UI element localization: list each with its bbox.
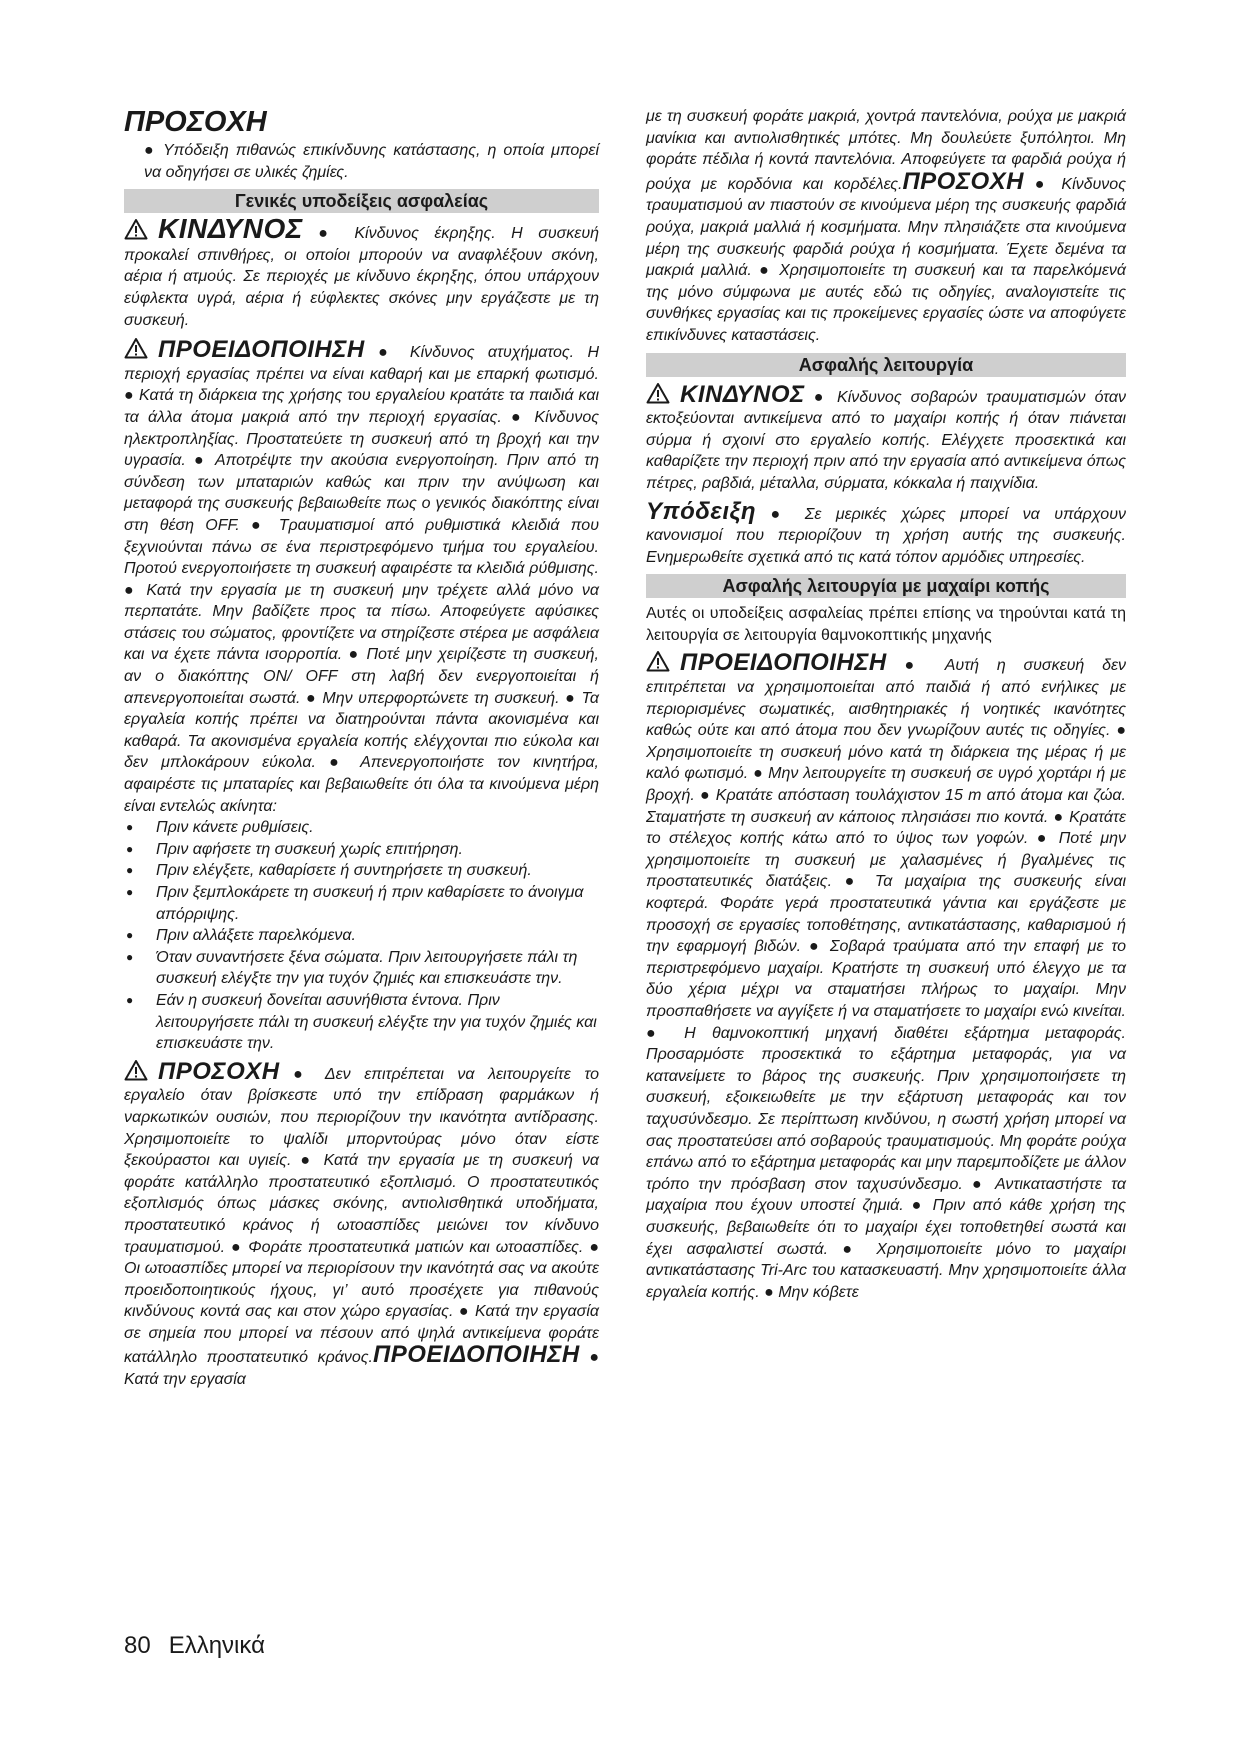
note-paragraph	[646, 497, 1126, 569]
shutdown-conditions-list	[124, 817, 599, 1055]
danger-text: ● Κίνδυνος σοβαρών τραυματισμών όταν εκτοξεύονται αντικείμενα από το μαχαίρι κοπής ή όταν πιάνεται σύρμα ή σχοινί στο εργαλείο κοπής. Ελέγχετε προσεκτικά και καθαρίζετε την περιοχή πριν από την εργασία από αντικείμενα όπως πέτρες, ραβδιά, μέταλλα, σύρματα, κόκκαλα ή παιχνίδια.	[646, 388, 1126, 492]
warning-text: ● Αυτή η συσκευή δεν επιτρέπεται να χρησιμοποιείται από παιδιά ή από ενήλικες με περιορισμένες σωματικές, αισθητηριακές ή νοητικές ικανότητες καθώς ούτε και από άτομα που δεν γνωρίζουν αυτές τις οδηγίες. ● Χρησιμοποιείτε τη συσκευή μόνο κατά τη διάρκεια της μέρας ή με καλό φωτισμό. ● Μην λειτουργείτε τη συσκευή σε υγρό χορτάρι ή με βροχή. ● Κρατάτε απόσταση τουλάχιστον 15 m από άτομα και ζώα. Σταματήστε τη συσκευή αν κάποιος πλησιάσει πιο κοντά. ● Κρατάτε το στέλεχος κοπής κάτω από το ύψος των γοφών. ● Ποτέ μην χρησιμοποιείτε τη συσκευή με χαλασμένες ή βγαλμένες τις προστατευτικές διατάξεις. ● Τα μαχαίρια της συσκευής είναι κοφτερά. Φοράτε γερά προστατευτικά γάντια και εργάζεστε με προσοχή σε εργασίες τοποθέτησης, αντικατάστασης, καθαρισμού ή την εφαρμογή βιδών. ● Σοβαρά τραύματα από την επαφή με το περιστρεφόμενο μαχαίρι. Κρατήστε τη συσκευή υπό έλεγχο με τα δύο χέρια μέχρι να σταματήσει πλήρως το μαχαίρι. Μην προσπαθήσετε να αγγίξετε ή να σταματήσετε το μαχαίρι ενώ κινείται. ● Η θαμνοκοπτική μηχανή διαθέτει εξάρτημα μεταφοράς. Προσαρμόστε προσεκτικά το εξάρτημα μεταφοράς, για να κατανείμετε το βάρος της συσκευής. Πριν χρησιμοποιήσετε τη συσκευή, εξοικειωθείτε με την εξάρτυση μεταφοράς και τον ταχυσύνδεσμο. Σε περίπτωση κινδύνου, η σωστή χρήση μπορεί να σας προστατεύσει από σοβαρούς τραυματισμούς. Μη φοράτε ρούχα επάνω από το εξάρτημα μεταφοράς και μην παρεμποδίζετε με άλλον τρόπο την πρόσβαση στον ταχυσύνδεσμο. ● Αντικαταστήστε τα μαχαίρια που έχουν υποστεί ζημιά. ● Πριν από κάθε χρήση της συσκευής, βεβαιωθείτε ότι το μαχαίρι έχει τοποθετηθεί σωστά και έχει ασφαλιστεί σωστά. ● Χρησιμοποιείτε μόνο το μαχαίρι αντικατάστασης Tri-Arc του κατασκευαστή. Μην χρησιμοποιείτε άλλα εργαλεία κοπής. ● Μην κόβετε	[646, 657, 1126, 1301]
list-item: ● Πριν αλλάξετε παρελκόμενα.	[124, 925, 599, 947]
warning-signal-word: ΠΡΟΕΙΔΟΠΟΙΗΣΗ	[680, 649, 887, 677]
intro-text: με τη συσκευή φοράτε μακριά, χοντρά παντελόνια, ρούχα με μακριά μανίκια και αντιολισθητικές μπότες. Μη δουλεύετε ξυπόλητοι. Μη φοράτε πέδιλα ή κοντά παντελόνια. Αποφεύγετε τα φαρδιά ρούχα ή ρούχα με κορδόνια και κορδέλες.	[646, 108, 1126, 193]
attention-text: ● Υπόδειξη πιθανώς επικίνδυνης κατάστασης, η οποία μπορεί να οδηγήσει σε υλικές ζημίες.	[144, 142, 599, 181]
right-column	[646, 106, 1126, 1303]
left-column	[124, 106, 599, 1391]
warning-triangle-icon	[646, 382, 670, 404]
warning-triangle-icon	[124, 218, 148, 240]
section-heading-safe-operation: Ασφαλής λειτουργία	[646, 353, 1126, 377]
note-text: ● Σε μερικές χώρες μπορεί να υπάρχουν κανονισμοί που περιορίζουν τη χρήση αυτής της συσκευής. Ενημερωθείτε σχετικά από τις κατά τόπον αρμόδιες υπηρεσίες.	[646, 505, 1126, 566]
warning-paragraph	[646, 650, 1126, 1303]
warning-triangle-icon	[124, 1059, 148, 1081]
danger-signal-word: ΚΙΝΔΥΝΟΣ	[158, 213, 303, 245]
list-item: ● Εάν η συσκευή δονείται ασυνήθιστα έντονα. Πριν λειτουργήσετε πάλι τη συσκευή ελέγξτε την για τυχόν ζημιές και επισκευάστε την.	[124, 990, 599, 1055]
warning-triangle-icon	[124, 337, 148, 359]
list-item: ● Πριν ελέγξετε, καθαρίσετε ή συντηρήσετε τη συσκευή.	[124, 860, 599, 882]
warning2-signal-word: ΠΡΟΕΙΔΟΠΟΙΗΣΗ	[372, 1341, 580, 1369]
page-language: Ελληνικά	[168, 1632, 265, 1659]
danger-signal-word: ΚΙΝΔΥΝΟΣ	[680, 380, 805, 408]
list-item: ● Όταν συναντήσετε ξένα σώματα. Πριν λειτουργήσετε πάλι τη συσκευή ελέγξτε την για τυχόν ζημιές και επισκευάστε την.	[124, 947, 599, 990]
warning-text: ● Κίνδυνος ατυχήματος. Η περιοχή εργασίας πρέπει να είναι καθαρή και με επαρκή φωτισμό. ● Κατά τη διάρκεια της χρήσης του εργαλείου κρατάτε τα παιδιά και τα άλλα άτομα μακριά από την περιοχή εργασίας. ● Κίνδυνος ηλεκτροπληξίας. Προστατεύετε τη συσκευή από τη βροχή και την υγρασία. ● Αποτρέψτε την ακούσια ενεργοποίηση. Πριν από τη σύνδεση των μπαταριών καθώς και πριν την ανύψωση και μεταφορά της συσκευής βεβαιωθείτε πως ο γενικός διακόπτης είναι στη θέση OFF. ● Τραυματισμοί από ρυθμιστικά κλειδιά που ξεχνιούνται πάνω σε ένα περιστρεφόμενο τμήμα του εργαλείου. Προτού ενεργοποιήσετε τη συσκευή αφαιρέστε τα κλειδιά ρύθμισης. ● Κατά την εργασία με τη συσκευή μην τρέχετε αλλά μόνο να περπατάτε. Μην βαδίζετε προς τα πίσω. Αποφεύγετε αφύσικες στάσεις του σώματος, φροντίζετε να στηρίζεστε στέρεα με ασφάλεια και να έχετε πάντα ισορροπία. ● Ποτέ μην χειρίζεστε τη συσκευή, αν ο διακόπτης ON/ OFF στη λαβή δεν ενεργοποιείται ή απενεργοποιείται σωστά. ● Μην υπερφορτώνετε τη συσκευή. ● Τα εργαλεία κοπής πρέπει να διατηρούνται πάντα ακονισμένα και καθαρά. Τα ακονισμένα εργαλεία κοπής ελέγχονται πιο εύκολα και δεν μπλοκάρουν εύκολα. ● Απενεργοποιήστε τον κινητήρα, αφαιρέστε τις μπαταρίες και βεβαιωθείτε ότι όλα τα κινούμενα μέρη είναι εντελώς ακίνητα:	[124, 344, 599, 815]
list-item: ● Πριν ξεμπλοκάρετε τη συσκευή ή πριν καθαρίσετε το άνοιγμα απόρριψης.	[124, 882, 599, 925]
warning-triangle-icon	[646, 650, 670, 672]
knife-intro: Αυτές οι υποδείξεις ασφαλείας πρέπει επίσης να τηρούνται κατά τη λειτουργία σε λειτουργία θαμνοκοπτικής μηχανής	[646, 605, 1126, 644]
page-number: 80	[124, 1632, 151, 1659]
caution-signal-word: ΠΡΟΣΟΧΗ	[158, 1057, 280, 1085]
note-signal-word: Υπόδειξη	[646, 497, 757, 525]
warning2-text: ● Κατά την εργασία	[124, 1349, 599, 1389]
danger-paragraph	[646, 382, 1126, 495]
caution-text: ● Κίνδυνος τραυματισμού αν πιαστούν σε κινούμενα μέρη της συσκευής φαρδιά ρούχα, μακριά μαλλιά ή κοσμήματα. Μην πλησιάζετε στα κινούμενα μέρη της συσκευής φαρδιά ρούχα ή κοσμήματα. Έχετε δεμένα τα μακριά μαλλιά. ● Χρησιμοποιείτε τη συσκευή και τα παρελκόμενά της μόνο σύμφωνα με αυτές εδώ τις οδηγίες, αναλογιστείτε τις συνθήκες εργασίας και τις προκείμενες εργασίες ώστε να αποφύγετε επικίνδυνες καταστάσεις.	[646, 175, 1126, 344]
attention-heading: ΠΡΟΣΟΧΗ	[124, 106, 267, 138]
warning-signal-word: ΠΡΟΕΙΔΟΠΟΙΗΣΗ	[158, 336, 365, 364]
section-heading-knife-operation: Ασφαλής λειτουργία με μαχαίρι κοπής	[646, 574, 1126, 598]
list-item: ● Πριν αφήσετε τη συσκευή χωρίς επιτήρηση.	[124, 839, 599, 861]
section-heading-general: Γενικές υποδείξεις ασφαλείας	[124, 189, 599, 213]
clothing-paragraph	[646, 106, 1126, 347]
danger-paragraph	[124, 213, 599, 331]
caution-signal-word: ΠΡΟΣΟΧΗ	[902, 167, 1025, 195]
warning-paragraph	[124, 337, 599, 817]
danger-text: ● Κίνδυνος έκρηξης. Η συσκευή προκαλεί σπινθήρες, οι οποίοι μπορούν να αναφλέξουν σκόνη, αέρια ή ατμούς. Σε περιοχές με κίνδυνο έκρηξης, όπου υπάρχουν εύφλεκτα υγρά, αέρια ή εύφλεκτες σκόνες μην εργάζεστε με τη συσκευή.	[124, 225, 599, 329]
page-footer	[124, 1631, 265, 1661]
list-item: ● Πριν κάνετε ρυθμίσεις.	[124, 817, 599, 839]
caution-paragraph	[124, 1059, 599, 1391]
caution-text: ● Δεν επιτρέπεται να λειτουργείτε το εργαλείο όταν βρίσκεστε υπό την επίδραση φαρμάκων ή ναρκωτικών ουσιών, που περιορίζουν την ικανότητα αντίδρασης. Χρησιμοποιείτε το ψαλίδι μπορντούρας μόνο όταν είστε ξεκούραστοι και υγιείς. ● Κατά την εργασία με τη συσκευή να φοράτε κατάλληλο προστατευτικό εξοπλισμό. Ο προστατευτικός εξοπλισμός όπως μάσκες σκόνης, αντιολισθητικά υποδήματα, προστατευτικό κράνος ή ωτοασπίδες μειώνει τον κίνδυνο τραυματισμού. ● Φοράτε προστατευτικά ματιών και ωτοασπίδες. ● Οι ωτοασπίδες μπορεί να περιορίσουν την ικανότητά σας να ακούτε προειδοποιητικούς ήχους, γι’ αυτό προσέχετε για πιθανούς κινδύνους κοντά σας και στον χώρο εργασίας. ● Κατά την εργασία σε σημεία που μπορεί να πέσουν από ψηλά αντικείμενα φοράτε κατάλληλο προστατευτικό κράνος.	[124, 1065, 599, 1367]
